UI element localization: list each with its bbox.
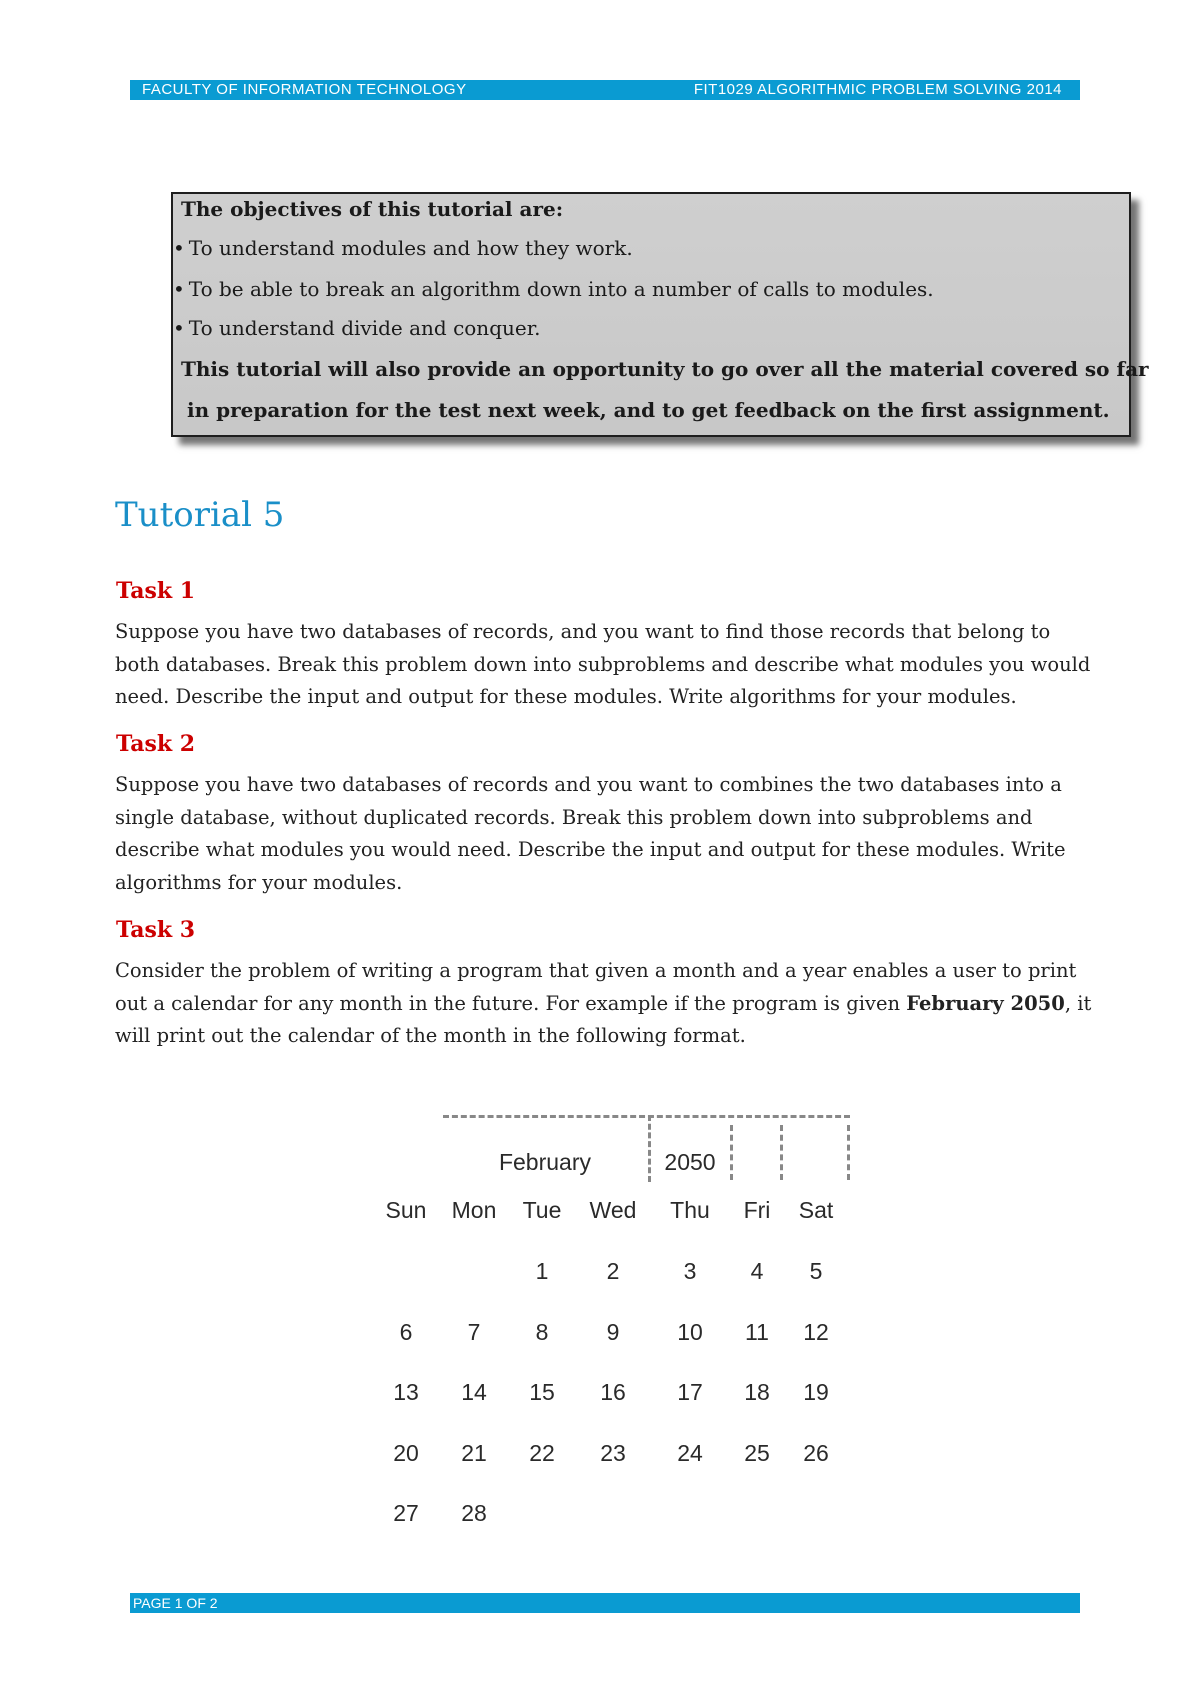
- objective-text-1: To understand modules and how they work.: [188, 236, 633, 260]
- calendar-day: 10: [677, 1319, 703, 1345]
- calendar-day: 27: [393, 1500, 419, 1526]
- calendar-day: 15: [529, 1379, 555, 1405]
- page-title: Tutorial 5: [115, 495, 285, 535]
- calendar-day: 6: [399, 1319, 413, 1345]
- calendar-day: 28: [461, 1500, 487, 1526]
- day-header-sat: Sat: [798, 1197, 834, 1223]
- task-1-heading: Task 1: [116, 578, 196, 604]
- calendar-day: 19: [803, 1379, 829, 1405]
- calendar-day: 3: [683, 1258, 697, 1284]
- calendar-dashed-divider: [648, 1115, 651, 1182]
- task-3-text-before: Consider the problem of writing a program that given a month and a year enables a user to print out a calendar for any month in the future. For example if the program is given: [115, 959, 1077, 1015]
- calendar-year: 2050: [664, 1149, 716, 1175]
- task-2-text: Suppose you have two databases of records and you want to combines the two databases into a single database, without duplicated records. Break this problem down into subproblems and describe what modules you would need. Describe the input and output for these modules. Write algorithms for your modules.: [115, 773, 1066, 894]
- objectives-closing-line-1: This tutorial will also provide an opportunity to go over all the material covered so far: [181, 357, 1149, 381]
- calendar-day: 16: [600, 1379, 626, 1405]
- objectives-heading: The objectives of this tutorial are:: [181, 197, 564, 221]
- bullet-icon: •: [173, 236, 185, 260]
- calendar-day: 11: [745, 1319, 769, 1345]
- header-unit-title: FIT1029 ALGORITHMIC PROBLEM SOLVING 2014: [693, 81, 1062, 98]
- day-header-wed: Wed: [589, 1197, 637, 1223]
- calendar-day: 5: [809, 1258, 823, 1284]
- objective-bullet-2: [173, 277, 934, 301]
- calendar-day: 12: [803, 1319, 829, 1345]
- bullet-icon: •: [173, 277, 185, 301]
- calendar-day: 13: [393, 1379, 419, 1405]
- bullet-icon: •: [173, 316, 185, 340]
- calendar-day: 9: [606, 1319, 620, 1345]
- calendar-day: 23: [600, 1440, 626, 1466]
- calendar-day: 20: [393, 1440, 419, 1466]
- calendar-dashed-divider: [730, 1125, 733, 1180]
- page-header-bar: [130, 80, 1080, 100]
- calendar-dashed-divider: [847, 1125, 850, 1180]
- calendar-dashed-divider: [780, 1125, 783, 1180]
- calendar-day: 14: [461, 1379, 487, 1405]
- calendar-day: 4: [750, 1258, 764, 1284]
- objective-text-2: To be able to break an algorithm down into a number of calls to modules.: [188, 277, 934, 301]
- calendar-day: 24: [677, 1440, 703, 1466]
- calendar-day: 7: [467, 1319, 481, 1345]
- header-faculty: FACULTY OF INFORMATION TECHNOLOGY: [142, 81, 467, 98]
- objective-text-3: To understand divide and conquer.: [188, 316, 541, 340]
- calendar-day: 26: [803, 1440, 829, 1466]
- page-number: PAGE 1 OF 2: [133, 1595, 218, 1611]
- calendar-day: 8: [535, 1319, 549, 1345]
- day-header-tue: Tue: [522, 1197, 562, 1223]
- day-header-sun: Sun: [385, 1197, 427, 1223]
- objectives-closing-line-2: in preparation for the test next week, and to get feedback on the first assignment.: [187, 398, 1110, 422]
- objectives-box: [171, 192, 1149, 437]
- day-header-fri: Fri: [743, 1197, 771, 1223]
- calendar-day: 21: [461, 1440, 487, 1466]
- task-3-text-after: , it will print out the calendar of the month in the following format.: [115, 991, 1092, 1047]
- objective-bullet-3: [173, 316, 540, 340]
- calendar-dashed-top-border: [443, 1115, 850, 1118]
- task-1-text: Suppose you have two databases of records, and you want to find those records that belong to both databases. Break this problem down into subproblems and describe what modules you would need. Describe the input and output for these modules. Write algorithms for your modules.: [115, 620, 1091, 708]
- calendar-day: 25: [744, 1440, 770, 1466]
- calendar-day: 17: [677, 1379, 703, 1405]
- calendar-day: 22: [529, 1440, 555, 1466]
- calendar-day: 2: [606, 1258, 620, 1284]
- calendar-day: 18: [744, 1379, 770, 1405]
- task-3-heading: Task 3: [116, 917, 196, 943]
- page-footer-bar: [130, 1593, 1080, 1613]
- calendar-day: 1: [535, 1258, 549, 1284]
- task-3-text-bold: February 2050: [906, 991, 1065, 1015]
- task-3-text: [115, 955, 1100, 1053]
- task-2-heading: Task 2: [116, 731, 196, 757]
- calendar-month: February: [498, 1149, 592, 1175]
- day-header-thu: Thu: [670, 1197, 710, 1223]
- day-header-mon: Mon: [451, 1197, 497, 1223]
- objective-bullet-1: [173, 236, 633, 260]
